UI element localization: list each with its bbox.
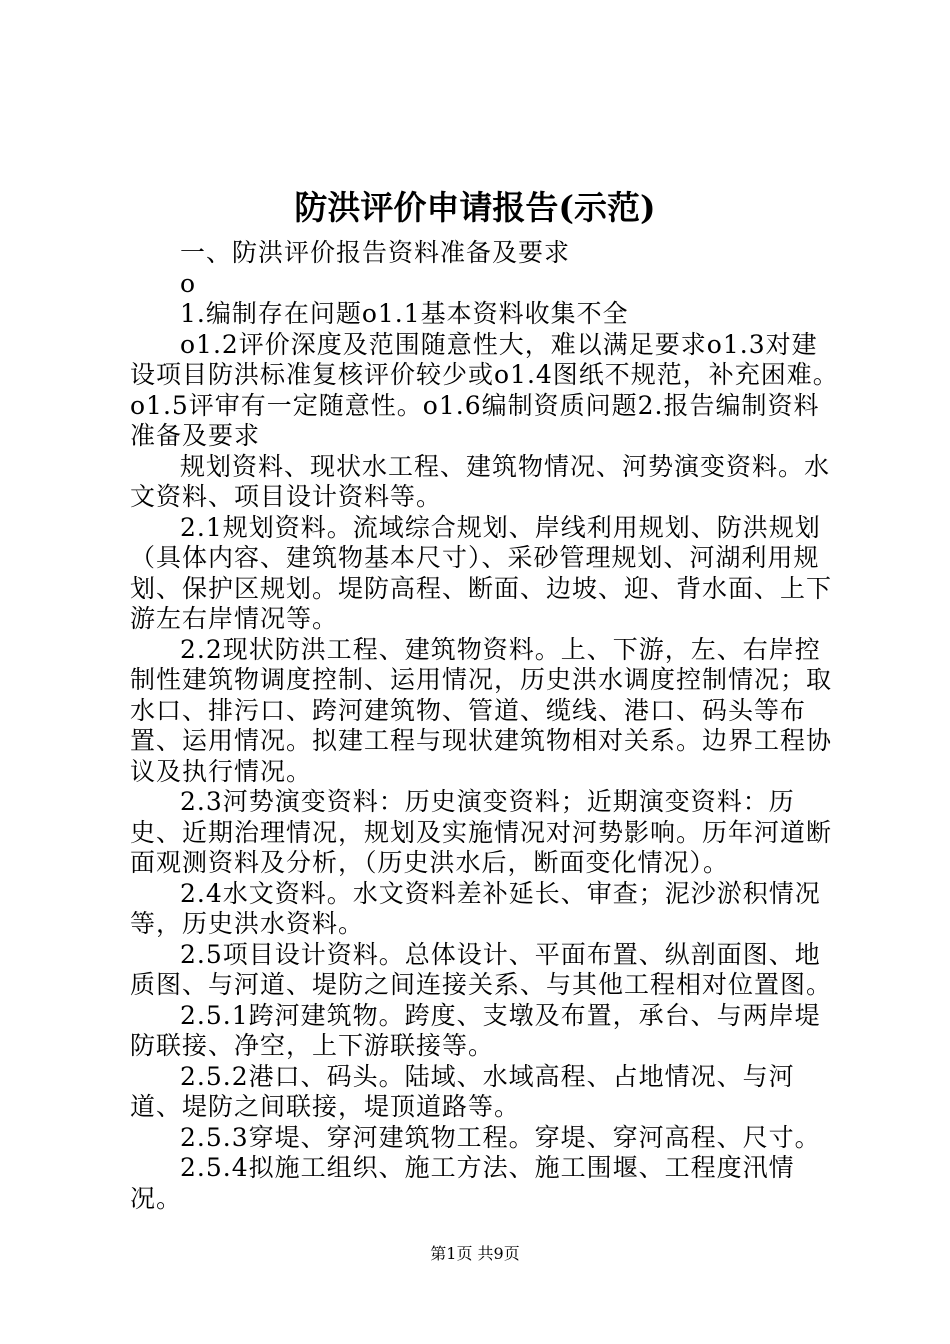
- paragraph: 2.5.3穿堤、穿河建筑物工程。穿堤、穿河高程、尺寸。: [180, 1122, 821, 1152]
- paragraph: o: [180, 268, 197, 298]
- paragraph: 1.编制存在问题o1.1基本资料收集不全: [180, 299, 629, 328]
- paragraph: 2.1规划资料。流域综合规划、岸线利用规划、防洪规划（具体内容、建筑物基本尺寸）、采砂管理规划、河湖利用规划、保护区规划。堤防高程、断面、边坡、迎、背水面、上下游左右岸情况等。: [130, 512, 833, 633]
- paragraph: 2.5.2港口、码头。陆域、水域高程、占地情况、与河道、堤防之间联接，堤顶道路等。: [130, 1061, 795, 1121]
- paragraph: 2.3河势演变资料：历史演变资料；近期演变资料：历史、近期治理情况，规划及实施情况对河势影响。历年河道断面观测资料及分析，（历史洪水后，断面变化情况）。: [130, 787, 833, 877]
- page-footer: 第1页 共9页: [430, 1244, 520, 1263]
- document-body: [130, 238, 840, 1214]
- paragraph: 2.4水文资料。水文资料差补延长、审查；泥沙淤积情况等，历史洪水资料。: [130, 878, 821, 938]
- page-title: 防洪评价申请报告(示范): [294, 188, 656, 227]
- paragraph: 一、防洪评价报告资料准备及要求: [180, 238, 571, 267]
- paragraph: o1.2评价深度及范围随意性大，难以满足要求o1.3对建设项目防洪标准复核评价较少或o1.4图纸不规范，补充困难。o1.5评审有一定随意性。o1.6编制资质问题2.报告编制资料准备及要求: [130, 329, 839, 450]
- paragraph: 2.5项目设计资料。总体设计、平面布置、纵剖面图、地质图、与河道、堤防之间连接关系、与其他工程相对位置图。: [130, 939, 833, 999]
- paragraph: 2.5.1跨河建筑物。跨度、支墩及布置，承台、与两岸堤防联接、净空，上下游联接等。: [130, 1000, 821, 1060]
- paragraph: 2.5.4拟施工组织、施工方法、施工围堰、工程度汛情况。: [130, 1153, 795, 1213]
- paragraph: 2.2现状防洪工程、建筑物资料。上、下游，左、右岸控制性建筑物调度控制、运用情况，历史洪水调度控制情况；取水口、排污口、跨河建筑物、管道、缆线、港口、码头等布置、运用情况。拟建工程与现状建筑物相对关系。边界工程协议及执行情况。: [130, 634, 833, 786]
- paragraph: 规划资料、现状水工程、建筑物情况、河势演变资料。水文资料、项目设计资料等。: [130, 451, 831, 511]
